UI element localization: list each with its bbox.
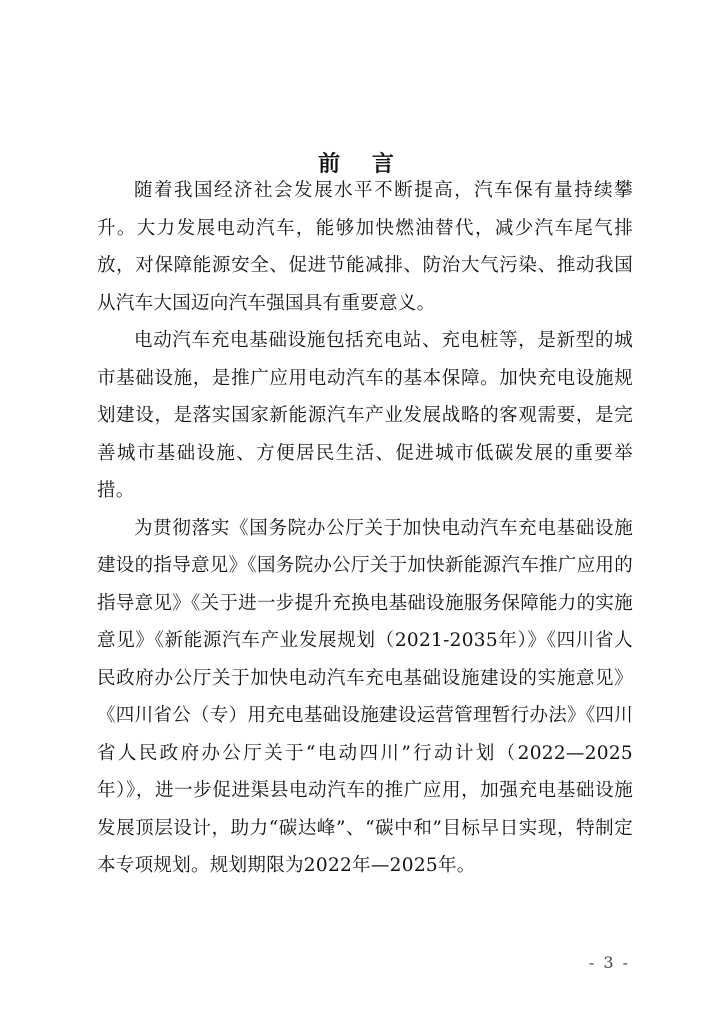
page-title: 前 言	[318, 150, 406, 177]
paragraph-2: 电动汽车充电基础设施包括充电站、充电桩等，是新型的城市基础设施，是推广应用电动汽车的基本保障。加快充电设施规划建设，是落实国家新能源汽车产业发展战略的客观需要，是完善城市基础设施、方便居民生活、促进城市低碳发展的重要举措。	[97, 330, 633, 501]
document-body	[97, 172, 633, 885]
paragraph-3: 为贯彻落实《国务院办公厅关于加快电动汽车充电基础设施建设的指导意见》《国务院办公厅关于加快新能源汽车推广应用的指导意见》《关于进一步提升充换电基础设施服务保障能力的实施意见》《新能源汽车产业发展规划（2021-2035年）》《四川省人民政府办公厅关于加快电动汽车充电基础设施建设的实施意见》《四川省公（专）用充电基础设施建设运营管理暂行办法》《四川省人民政府办公厅关于“电动四川”行动计划（2022—2025年）》，进一步促进渠县电动汽车的推广应用，加强充电基础设施发展顶层设计，助力“碳达峰”、“碳中和”目标早日实现，特制定本专项规划。规划期限为2022年—2025年。	[97, 517, 633, 876]
page-number: - 3 -	[588, 953, 630, 972]
paragraph-1: 随着我国经济社会发展水平不断提高，汽车保有量持续攀升。大力发展电动汽车，能够加快燃油替代，减少汽车尾气排放，对保障能源安全、促进节能减排、防治大气污染、推动我国从汽车大国迈向汽车强国具有重要意义。	[97, 180, 633, 314]
